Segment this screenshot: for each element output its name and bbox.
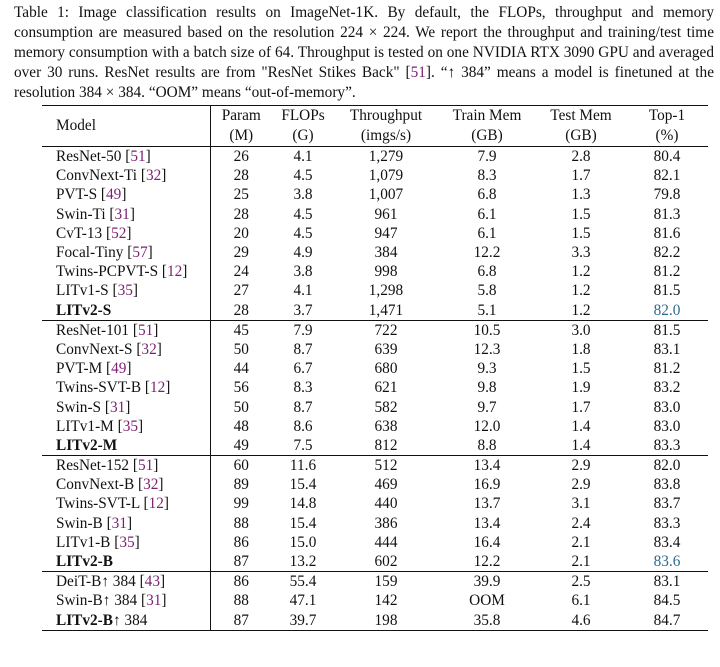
model-name: CvT-13 [56,224,103,242]
test-mem-cell: 1.7 [571,398,591,416]
flops-cell: 3.7 [293,301,313,319]
throughput-cell: 1,007 [368,186,404,204]
test-mem-cell: 1.8 [571,340,591,358]
test-mem-cell: 4.6 [536,611,626,631]
model-name: Twins-SVT-L [56,495,140,513]
table-row [42,417,708,436]
train-mem-cell: 39.9 [438,572,536,592]
flops-cell: 4.5 [293,224,313,242]
train-mem-cell: 12.3 [473,340,501,358]
throughput-cell: 142 [374,592,398,610]
test-mem-cell: 1.3 [571,186,591,204]
model-name: LITv2-B [56,553,113,571]
flops-cell: 13.2 [289,553,317,571]
test-mem-cell: 1.5 [571,360,591,378]
flops-cell: 11.6 [272,456,334,476]
param-cell: 99 [233,495,249,513]
table-row [42,185,708,204]
flops-cell: 6.7 [293,360,313,378]
flops-cell: 7.5 [293,436,313,454]
flops-cell: 15.4 [289,514,317,532]
header-model-label: Model [56,117,96,134]
model-name: ResNet-101 [56,321,130,339]
param-cell: 87 [210,611,272,631]
model-resolution-suffix: ↑ 384 [102,592,138,610]
train-mem-cell: 12.2 [473,244,501,262]
param-cell: 20 [233,224,249,242]
train-mem-cell: 13.4 [473,514,501,532]
model-citation[interactable]: 32 [141,340,157,358]
model-name: LITv2-M [56,436,118,454]
model-citation[interactable]: 57 [132,244,148,262]
top1-cell: 83.0 [653,417,681,435]
throughput-cell: 159 [334,572,438,592]
top1-cell: 83.2 [653,379,681,397]
flops-cell: 8.3 [293,379,313,397]
header-test-mem-label: Test Mem [550,107,612,124]
model-name: Twins-PCPVT-S [56,263,159,281]
model-citation[interactable]: 12 [149,379,166,397]
test-mem-cell: 2.8 [571,148,591,166]
header-throughput [334,106,438,147]
top1-cell: 82.0 [626,456,708,476]
flops-cell: 14.8 [289,495,317,513]
top1-cell: 81.6 [653,224,681,242]
table-row [42,262,708,281]
top1-cell: 83.3 [653,514,681,532]
header-param-unit: (M) [229,127,254,144]
train-mem-cell: 6.1 [477,205,497,223]
model-cell [42,611,210,631]
throughput-cell: 680 [374,360,398,378]
train-mem-cell: 16.9 [473,476,501,494]
train-mem-cell: 8.3 [477,167,497,185]
model-cell: ResNet-50 [51] [42,147,210,167]
model-cell: LITv1-B [35] [42,533,210,552]
model-cell: ResNet-101 [51] [42,320,210,340]
model-citation[interactable]: 31 [111,514,127,532]
header-throughput-unit: (imgs/s) [360,127,412,144]
model-cell: PVT-M [49] [42,359,210,378]
param-cell: 60 [210,456,272,476]
train-mem-cell: 16.4 [473,533,501,551]
model-name: ConvNext-B [56,476,135,494]
test-mem-cell: 1.2 [571,282,591,300]
throughput-cell: 386 [374,514,398,532]
model-cell: DeiT-B↑ 384 [43] [42,572,210,592]
model-resolution-suffix: ↑ 384 [101,573,136,591]
param-cell: 29 [233,244,249,262]
table-row [42,166,708,185]
model-cell [42,552,210,572]
model-cell: PVT-S [49] [42,185,210,204]
flops-cell: 4.5 [293,205,313,223]
model-name: Swin-B [56,592,103,610]
param-cell: 44 [233,360,249,378]
train-mem-cell: 10.5 [438,320,536,340]
flops-cell: 55.4 [272,572,334,592]
results-table [42,105,708,631]
table-header [42,106,708,147]
top1-cell: 84.5 [653,592,681,610]
train-mem-cell: 35.8 [438,611,536,631]
param-cell: 87 [233,553,249,571]
model-cell: LITv1-S [35] [42,281,210,300]
model-citation[interactable]: 32 [143,476,159,494]
top1-cell: 83.8 [653,476,681,494]
throughput-cell: 1,279 [368,148,404,166]
param-cell: 86 [233,533,249,551]
model-name: ResNet-152 [56,457,130,475]
header-param [210,106,272,147]
table-row [42,436,708,456]
model-citation[interactable]: 12 [167,263,183,281]
top1-cell: 83.1 [626,572,708,592]
param-cell: 86 [210,572,272,592]
model-cell: Twins-PCPVT-S [12] [42,262,210,281]
table-row [42,533,708,552]
table-row [42,301,708,321]
top1-cell: 83.7 [653,495,681,513]
top1-cell: 84.7 [626,611,708,631]
model-cell: ConvNext-S [32] [42,340,210,359]
model-citation[interactable]: 51 [138,321,154,339]
model-name: LITv1-B [56,533,111,551]
top1-cell: 82.2 [653,244,681,262]
throughput-cell: 621 [374,379,398,397]
table-row [42,591,708,610]
caption-text-2: ]. “↑ 384” means a model is finetuned at the resolution 384 × 384. “OOM” means “out-of-memory”. [14,64,714,101]
model-citation[interactable]: 31 [114,205,130,223]
table-row [42,397,708,416]
param-cell: 28 [233,205,249,223]
test-mem-cell: 1.9 [571,379,591,397]
header-train-mem [438,106,536,147]
param-cell: 88 [233,514,249,532]
test-mem-cell: 2.4 [571,514,591,532]
top1-cell: 79.8 [653,186,681,204]
table-row [42,340,708,359]
table-row [42,494,708,513]
table-row [42,205,708,224]
table-row [42,224,708,243]
caption-label: Table 1: [14,4,70,21]
test-mem-cell: 2.1 [571,533,591,551]
train-mem-cell: 13.7 [473,495,501,513]
train-mem-cell: 12.2 [473,553,501,571]
param-cell: 27 [233,282,249,300]
table-row [42,320,708,340]
train-mem-cell: 12.0 [473,417,501,435]
header-top1-label: Top-1 [648,107,686,124]
header-model [42,106,210,147]
test-mem-cell: 2.1 [571,553,591,571]
header-flops-unit: (G) [292,127,314,144]
flops-cell: 8.7 [293,340,313,358]
model-cell: Focal-Tiny [57] [42,243,210,262]
model-citation[interactable]: 31 [109,398,126,416]
train-mem-cell: 6.8 [477,186,497,204]
model-citation[interactable]: 49 [111,360,127,378]
flops-cell: 15.4 [289,476,317,494]
table-row [42,456,708,476]
top1-cell: 81.2 [653,360,681,378]
caption-text-1: Image classification results on ImageNet-1K. By default, the FLOPs, throughput and memory consumption are measured based on the resolution 224 × 224. We report the throughput and training/test time memory consumption with a batch size of 64. Throughput is tested on one NVIDIA RTX 3090 GPU and averaged over 30 runs. ResNet results are from "ResNet Stikes Back" [ [14,4,714,81]
throughput-cell: 998 [374,263,398,281]
header-top1-unit: (%) [655,127,679,144]
model-resolution-suffix: ↑ 384 [112,611,148,629]
param-cell: 25 [233,186,249,204]
model-citation[interactable]: 52 [111,224,127,242]
model-citation[interactable]: 12 [148,495,164,513]
header-row [42,106,708,147]
caption-citation[interactable]: 51 [410,64,426,81]
model-name: LITv1-S [56,282,109,300]
test-mem-cell: 1.5 [571,205,591,223]
flops-cell: 4.9 [293,244,313,262]
model-citation[interactable]: 32 [145,167,162,185]
table-row [42,378,708,397]
param-cell: 45 [210,320,272,340]
model-cell: CvT-13 [52] [42,224,210,243]
train-mem-cell: 13.4 [438,456,536,476]
model-name: Twins-SVT-B [56,379,142,397]
test-mem-cell: 6.1 [571,592,591,610]
train-mem-cell: 9.7 [477,398,497,416]
train-mem-cell: 8.8 [477,436,497,454]
model-cell: ResNet-152 [51] [42,456,210,476]
table-row [42,572,708,592]
model-citation[interactable]: 49 [106,186,122,204]
train-mem-cell: 5.1 [477,301,497,319]
model-cell: LITv1-M [35] [42,417,210,436]
model-cell [42,301,210,321]
throughput-cell: 198 [334,611,438,631]
model-name: PVT-S [56,186,98,204]
param-cell: 28 [233,301,249,319]
throughput-cell: 639 [374,340,398,358]
model-citation[interactable]: 43 [144,573,160,591]
flops-cell: 3.8 [293,186,313,204]
header-train-mem-label: Train Mem [452,107,522,124]
header-flops-label: FLOPs [281,107,325,124]
model-citation[interactable]: 35 [119,533,135,551]
test-mem-cell: 2.5 [536,572,626,592]
throughput-cell: 384 [374,244,398,262]
model-name: Swin-B [56,514,103,532]
model-name: LITv1-M [56,417,114,435]
header-train-mem-unit: (GB) [471,127,503,144]
throughput-cell: 1,471 [368,301,404,319]
table-body [42,147,708,631]
model-name: Swin-Ti [56,205,106,223]
model-citation[interactable]: 31 [146,592,162,610]
table-row [42,147,708,167]
flops-cell: 4.5 [293,167,313,185]
model-cell: Swin-Ti [31] [42,205,210,224]
throughput-cell: 582 [374,398,398,416]
top1-cell: 82.1 [653,167,681,185]
table-row [42,281,708,300]
table-caption [14,3,714,103]
top1-cell: 83.4 [653,533,681,551]
top1-cell: 83.1 [653,340,681,358]
test-mem-cell: 3.0 [536,320,626,340]
throughput-cell: 469 [374,476,398,494]
model-name: ConvNext-Ti [56,167,138,185]
table-row [42,475,708,494]
model-name: ResNet-50 [56,148,122,166]
flops-cell: 4.1 [293,148,313,166]
model-citation[interactable]: 35 [122,417,138,435]
test-mem-cell: 1.4 [571,436,591,454]
flops-cell: 7.9 [272,320,334,340]
model-cell: Swin-B [31] [42,514,210,533]
top1-cell: 81.2 [653,263,681,281]
throughput-cell: 961 [374,205,398,223]
param-cell: 50 [233,340,249,358]
top1-cell: 81.5 [626,320,708,340]
flops-cell: 8.7 [293,398,313,416]
model-name: ConvNext-S [56,340,133,358]
header-flops [272,106,334,147]
model-cell: Swin-B↑ 384 [31] [42,591,210,610]
model-cell: ConvNext-Ti [32] [42,166,210,185]
train-mem-cell: 9.8 [477,379,497,397]
param-cell: 28 [233,167,249,185]
top1-cell: 82.0 [653,301,681,319]
train-mem-cell: 7.9 [477,148,497,166]
header-test-mem-unit: (GB) [565,127,597,144]
model-name: Swin-S [56,398,102,416]
model-cell: ConvNext-B [32] [42,475,210,494]
param-cell: 56 [233,379,249,397]
model-citation[interactable]: 51 [130,148,146,166]
test-mem-cell: 1.2 [571,301,591,319]
test-mem-cell: 3.3 [571,244,591,262]
table-row [42,243,708,262]
param-cell: 50 [233,398,249,416]
table-row [42,611,708,631]
header-param-label: Param [221,107,261,124]
model-name: Focal-Tiny [56,244,124,262]
param-cell: 88 [233,592,249,610]
test-mem-cell: 3.1 [571,495,591,513]
test-mem-cell: 2.9 [536,456,626,476]
param-cell: 24 [233,263,249,281]
flops-cell: 15.0 [289,533,317,551]
flops-cell: 4.1 [293,282,313,300]
header-top1 [626,106,708,147]
top1-cell: 81.5 [653,282,681,300]
throughput-cell: 444 [374,533,398,551]
test-mem-cell: 1.4 [571,417,591,435]
top1-cell: 83.0 [653,398,681,416]
param-cell: 89 [233,476,249,494]
table-row [42,552,708,572]
train-mem-cell: 6.8 [477,263,497,281]
throughput-cell: 812 [374,436,398,454]
test-mem-cell: 1.2 [571,263,591,281]
model-cell: Twins-SVT-L [12] [42,494,210,513]
train-mem-cell: 9.3 [477,360,497,378]
top1-cell: 83.6 [653,553,681,571]
throughput-cell: 638 [374,417,398,435]
model-name: DeiT-B [56,573,102,591]
model-name: PVT-M [56,360,103,378]
train-mem-cell: 5.8 [477,282,497,300]
train-mem-cell: 6.1 [477,224,497,242]
top1-cell: 81.3 [653,205,681,223]
param-cell: 49 [233,436,249,454]
flops-cell: 8.6 [293,417,313,435]
throughput-cell: 1,079 [368,167,404,185]
model-citation[interactable]: 51 [138,457,154,475]
model-name: LITv2-B [56,611,113,629]
throughput-cell: 602 [374,553,398,571]
table-row [42,359,708,378]
model-citation[interactable]: 35 [117,282,133,300]
throughput-cell: 722 [334,320,438,340]
model-cell: Swin-S [31] [42,397,210,416]
test-mem-cell: 1.5 [571,224,591,242]
flops-cell: 47.1 [289,592,317,610]
flops-cell: 3.8 [293,263,313,281]
param-cell: 48 [233,417,249,435]
throughput-cell: 512 [334,456,438,476]
top1-cell: 83.3 [653,436,681,454]
throughput-cell: 440 [374,495,398,513]
test-mem-cell: 2.9 [571,476,591,494]
top1-cell: 80.4 [653,148,681,166]
table-row [42,514,708,533]
flops-cell: 39.7 [272,611,334,631]
header-throughput-label: Throughput [349,107,423,124]
model-cell [42,436,210,456]
param-cell: 26 [233,148,249,166]
model-cell: Twins-SVT-B [12] [42,378,210,397]
header-test-mem [536,106,626,147]
model-name: LITv2-S [56,301,112,319]
throughput-cell: 1,298 [368,282,404,300]
train-mem-cell: OOM [469,592,505,610]
throughput-cell: 947 [374,224,398,242]
test-mem-cell: 1.7 [571,167,591,185]
